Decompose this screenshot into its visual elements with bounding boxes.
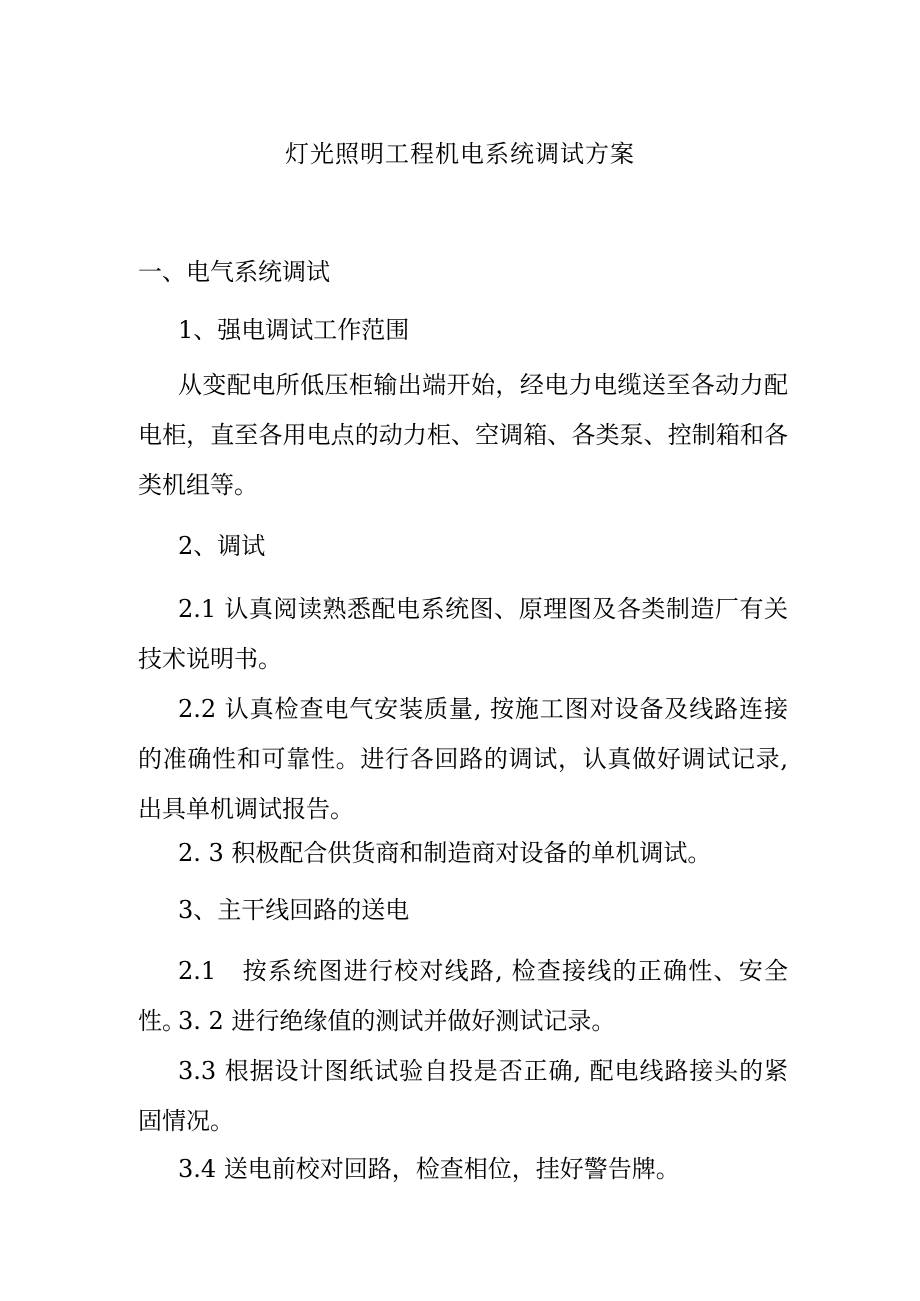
paragraph-3-2: 3. 2 进行绝缘值的测试并做好测试记录。	[178, 1007, 616, 1035]
paragraph-3-1: 2.1 按系统图进行校对线路, 检查接线的正确性、安全性。	[138, 957, 788, 1035]
subheading-scope: 1、强电调试工作范围	[178, 316, 410, 344]
subheading-debugging: 2、调试	[178, 532, 266, 560]
paragraph-scope: 从变配电所低压柜输出端开始，经电力电缆送至各动力配电柜，直至各用电点的动力柜、空调箱、各类泵、控制箱和各类机组等。	[138, 371, 788, 499]
section-heading-electrical: 一、电气系统调试	[138, 258, 330, 286]
paragraph-3-3: 3.3 根据设计图纸试验自投是否正确, 配电线路接头的紧固情况。	[138, 1057, 788, 1135]
paragraph-3-4: 3.4 送电前校对回路，检查相位，挂好警告牌。	[178, 1155, 680, 1183]
paragraph-2-1: 2.1 认真阅读熟悉配电系统图、原理图及各类制造厂有关技术说明书。	[138, 595, 788, 673]
paragraph-2-2: 2.2 认真检查电气安装质量, 按施工图对设备及线路连接的准确性和可靠性。进行各回路的调试，认真做好调试记录, 出具单机调试报告。	[138, 695, 788, 823]
paragraph-2-3: 2. 3 积极配合供货商和制造商对设备的单机调试。	[178, 839, 712, 867]
subheading-main-circuit: 3、主干线回路的送电	[178, 896, 410, 924]
document-title: 灯光照明工程机电系统调试方案	[285, 140, 635, 168]
